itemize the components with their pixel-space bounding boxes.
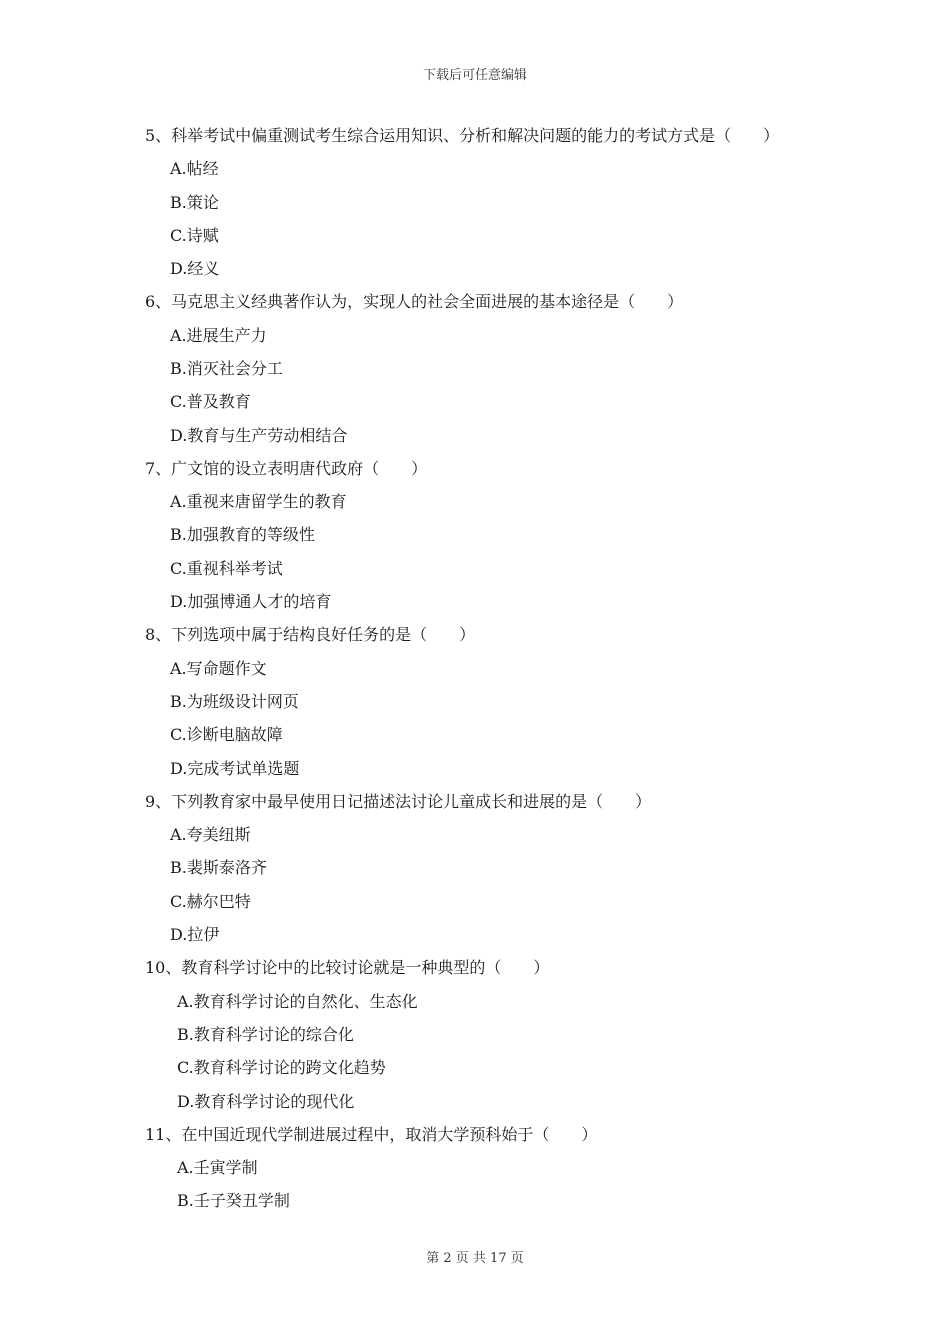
- option-b: B.为班级设计网页: [170, 692, 299, 711]
- option-c: C.诗赋: [170, 226, 219, 245]
- option-a: A.重视来唐留学生的教育: [170, 492, 347, 511]
- option-d: D.加强博通人才的培育: [170, 592, 332, 611]
- option-d: D.教育与生产劳动相结合: [170, 426, 348, 445]
- question-stem: 11、在中国近现代学制进展过程中，取消大学预科始于（ ）: [145, 1125, 598, 1144]
- option-b: B.裴斯泰洛齐: [170, 858, 267, 877]
- question-stem: 8、下列选项中属于结构良好任务的是（ ）: [145, 625, 476, 644]
- option-b: B.消灭社会分工: [170, 359, 283, 378]
- option-d: D.教育科学讨论的现代化: [177, 1092, 355, 1111]
- option-c: C.教育科学讨论的跨文化趋势: [177, 1058, 386, 1077]
- option-d: D.完成考试单选题: [170, 759, 300, 778]
- option-a: A.教育科学讨论的自然化、生态化: [177, 992, 418, 1011]
- option-b: B.加强教育的等级性: [170, 525, 315, 544]
- option-b: B.壬子癸丑学制: [177, 1191, 290, 1210]
- question-stem: 9、下列教育家中最早使用日记描述法讨论儿童成长和进展的是（ ）: [145, 792, 652, 811]
- option-c: C.诊断电脑故障: [170, 725, 283, 744]
- question-stem: 6、马克思主义经典著作认为，实现人的社会全面进展的基本途径是（ ）: [145, 292, 684, 311]
- option-d: D.经义: [170, 259, 220, 278]
- option-a: A.帖经: [170, 159, 219, 178]
- option-c: C.赫尔巴特: [170, 892, 251, 911]
- question-stem: 10、教育科学讨论中的比较讨论就是一种典型的（ ）: [145, 958, 550, 977]
- option-b: B.策论: [170, 193, 219, 212]
- option-a: A.夸美纽斯: [170, 825, 251, 844]
- option-a: A.进展生产力: [170, 326, 267, 345]
- question-stem: 7、广文馆的设立表明唐代政府（ ）: [145, 459, 428, 478]
- option-a: A.壬寅学制: [177, 1158, 258, 1177]
- option-b: B.教育科学讨论的综合化: [177, 1025, 354, 1044]
- question-stem: 5、科举考试中偏重测试考生综合运用知识、分析和解决问题的能力的考试方式是（ ）: [145, 126, 780, 145]
- page-header: 下载后可任意编辑: [422, 68, 527, 83]
- option-c: C.普及教育: [170, 392, 251, 411]
- page-footer: 第 2 页 共 17 页: [426, 1251, 524, 1266]
- option-c: C.重视科举考试: [170, 559, 283, 578]
- option-a: A.写命题作文: [170, 659, 267, 678]
- option-d: D.拉伊: [170, 925, 220, 944]
